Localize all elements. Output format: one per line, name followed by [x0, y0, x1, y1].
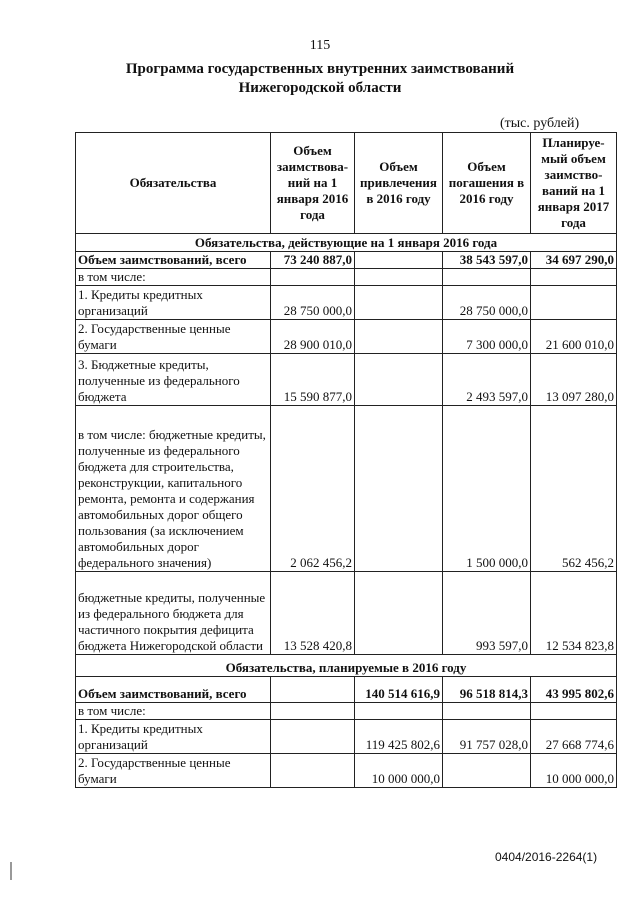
- cell-repayment-2016: 1 500 000,0: [443, 406, 531, 572]
- cell-volume-jan-2016: 13 528 420,8: [271, 572, 355, 655]
- row-label: в том числе:: [76, 703, 271, 720]
- cell-volume-jan-2016: [271, 754, 355, 788]
- cell-repayment-2016: 91 757 028,0: [443, 720, 531, 754]
- title-line-1: Программа государственных внутренних заимствований: [125, 61, 515, 77]
- cell-attraction-2016: 10 000 000,0: [355, 754, 443, 788]
- table-row: [76, 572, 617, 655]
- table-row: [76, 320, 617, 354]
- cell-planned-jan-2017: [531, 269, 617, 286]
- row-label: в том числе:: [76, 269, 271, 286]
- cell-volume-jan-2016: 28 900 010,0: [271, 320, 355, 354]
- table-row: [76, 286, 617, 320]
- table-row: [76, 354, 617, 406]
- header-repayment-2016: Объем погашения в 2016 году: [443, 133, 531, 234]
- table-row: [76, 406, 617, 572]
- cell-volume-jan-2016: [271, 269, 355, 286]
- row-label: 3. Бюджетные кредиты, полученные из федерального бюджета: [76, 354, 271, 406]
- cell-planned-jan-2017: 43 995 802,6: [531, 677, 617, 703]
- cell-volume-jan-2016: 73 240 887,0: [271, 252, 355, 269]
- document-code: 0404/2016-2264(1): [495, 850, 598, 864]
- header-attraction-2016: Объем привлечения в 2016 году: [355, 133, 443, 234]
- cell-repayment-2016: [443, 754, 531, 788]
- table-row-section: [76, 655, 617, 677]
- row-label: 2. Государственные ценные бумаги: [76, 320, 271, 354]
- row-label: 2. Государственные ценные бумаги: [76, 754, 271, 788]
- cell-volume-jan-2016: [271, 720, 355, 754]
- section-heading: Обязательства, действующие на 1 января 2016 года: [76, 234, 617, 252]
- cell-attraction-2016: 140 514 616,9: [355, 677, 443, 703]
- cell-planned-jan-2017: 34 697 290,0: [531, 252, 617, 269]
- cell-repayment-2016: [443, 703, 531, 720]
- cell-repayment-2016: 2 493 597,0: [443, 354, 531, 406]
- cell-attraction-2016: [355, 406, 443, 572]
- cell-attraction-2016: 119 425 802,6: [355, 720, 443, 754]
- table-row: [76, 269, 617, 286]
- cell-planned-jan-2017: 562 456,2: [531, 406, 617, 572]
- table-row: [76, 252, 617, 269]
- table-row: [76, 677, 617, 703]
- header-planned-jan-2017: Планируе-мый объем заимство-ваний на 1 января 2017 года: [531, 133, 617, 234]
- cell-attraction-2016: [355, 320, 443, 354]
- cell-attraction-2016: [355, 703, 443, 720]
- cell-volume-jan-2016: [271, 703, 355, 720]
- row-label: 1. Кредиты кредитных организаций: [76, 720, 271, 754]
- cell-planned-jan-2017: 27 668 774,6: [531, 720, 617, 754]
- cell-repayment-2016: [443, 269, 531, 286]
- table-row: [76, 703, 617, 720]
- section-heading: Обязательства, планируемые в 2016 году: [76, 655, 617, 677]
- units-label: (тыс. рублей): [500, 116, 580, 131]
- cell-planned-jan-2017: [531, 286, 617, 320]
- cell-planned-jan-2017: 21 600 010,0: [531, 320, 617, 354]
- cell-repayment-2016: 96 518 814,3: [443, 677, 531, 703]
- row-label: бюджетные кредиты, полученные из федерального бюджета для частичного покрытия дефицита бюджета Нижегородской области: [76, 572, 271, 655]
- cell-repayment-2016: 993 597,0: [443, 572, 531, 655]
- cell-volume-jan-2016: 15 590 877,0: [271, 354, 355, 406]
- row-label: Объем заимствований, всего: [76, 252, 271, 269]
- borrowings-table: [75, 132, 617, 788]
- cell-repayment-2016: 7 300 000,0: [443, 320, 531, 354]
- cell-planned-jan-2017: 13 097 280,0: [531, 354, 617, 406]
- cell-volume-jan-2016: 2 062 456,2: [271, 406, 355, 572]
- row-label: 1. Кредиты кредитных организаций: [76, 286, 271, 320]
- header-volume-jan-2016: Объем заимствова-ний на 1 января 2016 года: [271, 133, 355, 234]
- table-row: [76, 720, 617, 754]
- table-header-row: [76, 133, 617, 234]
- cell-planned-jan-2017: [531, 703, 617, 720]
- table-row-section: [76, 234, 617, 252]
- title-line-2: Нижегородской области: [238, 80, 402, 96]
- cell-attraction-2016: [355, 252, 443, 269]
- scan-margin-mark: [10, 862, 12, 880]
- cell-volume-jan-2016: 28 750 000,0: [271, 286, 355, 320]
- cell-attraction-2016: [355, 269, 443, 286]
- cell-repayment-2016: 38 543 597,0: [443, 252, 531, 269]
- row-label: в том числе: бюджетные кредиты, полученные из федерального бюджета для строительства, реконструкции, капитального ремонта, ремонта и содержания автомобильных дорог общего пользования (за исключением автомобильных дорог федерального значения): [76, 406, 271, 572]
- cell-attraction-2016: [355, 354, 443, 406]
- cell-attraction-2016: [355, 572, 443, 655]
- cell-repayment-2016: 28 750 000,0: [443, 286, 531, 320]
- page-number: 115: [309, 38, 331, 53]
- header-obligations: Обязательства: [76, 133, 271, 234]
- table-row: [76, 754, 617, 788]
- document-title: [0, 60, 640, 98]
- cell-attraction-2016: [355, 286, 443, 320]
- cell-planned-jan-2017: 10 000 000,0: [531, 754, 617, 788]
- row-label: Объем заимствований, всего: [76, 677, 271, 703]
- cell-volume-jan-2016: [271, 677, 355, 703]
- cell-planned-jan-2017: 12 534 823,8: [531, 572, 617, 655]
